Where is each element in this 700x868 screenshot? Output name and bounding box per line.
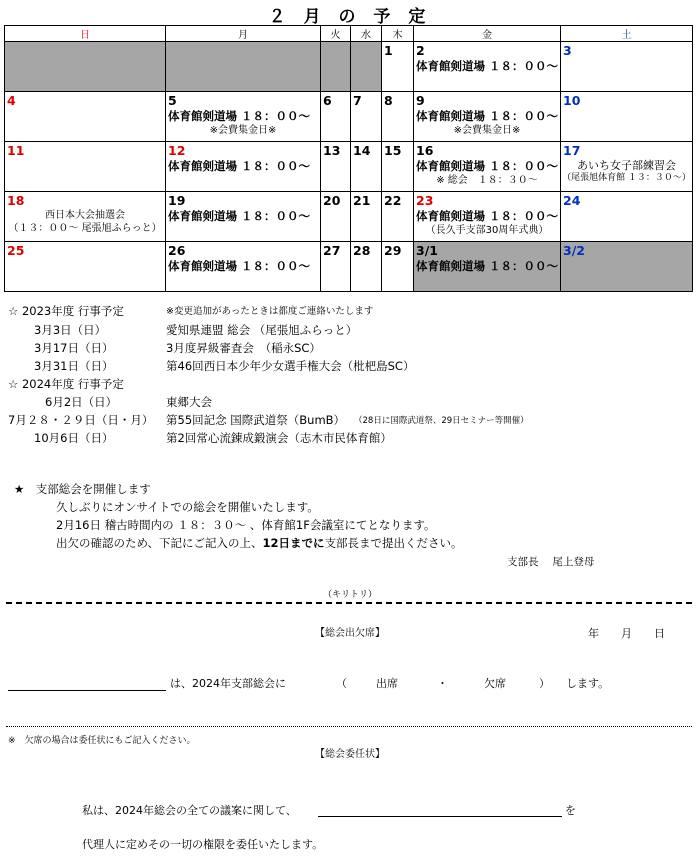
day-cell bbox=[351, 242, 382, 292]
weekday-mon: 月 bbox=[166, 26, 321, 42]
empty-day-cell bbox=[321, 42, 351, 92]
day-number: 27 bbox=[323, 243, 341, 258]
day-cell bbox=[414, 192, 561, 242]
day-number: 11 bbox=[7, 143, 25, 158]
schedule-date: 3月31日（日） bbox=[34, 359, 114, 373]
day-number: 10 bbox=[563, 93, 581, 108]
meeting-note: ※ 総会 １８：３０～ bbox=[436, 175, 538, 186]
practice-event: 体育館剣道場 １８：００～ bbox=[416, 109, 559, 123]
schedule-heading-2023: ☆ 2023年度 行事予定 bbox=[8, 304, 124, 318]
day-cell bbox=[5, 242, 166, 292]
day-cell bbox=[414, 242, 561, 292]
day-number: 28 bbox=[353, 243, 371, 258]
practice-event: 体育館剣道場 １８：００～ bbox=[416, 159, 559, 173]
practice-event: 体育館剣道場 １８：００～ bbox=[416, 209, 559, 223]
day-cell bbox=[561, 142, 693, 192]
day-number: 15 bbox=[384, 143, 402, 158]
schedule-event: 第55回記念 国際武道祭（BumB） bbox=[166, 413, 346, 427]
practice-event: 体育館剣道場 １８：００～ bbox=[168, 159, 311, 173]
day-number: 6 bbox=[323, 93, 332, 108]
day-number: 18 bbox=[7, 193, 25, 208]
day-cell bbox=[561, 92, 693, 142]
notice-line bbox=[56, 535, 463, 551]
day-number: 22 bbox=[384, 193, 402, 208]
schedule-date: 3月17日（日） bbox=[34, 341, 114, 355]
day-cell bbox=[561, 42, 693, 92]
day-cell bbox=[382, 242, 414, 292]
page-title: ２ 月 の 予 定 bbox=[268, 7, 432, 27]
cut-label: （キリトリ） bbox=[322, 590, 377, 600]
proxy-text: 私は、2024年総会の全ての議案に関して、 bbox=[82, 804, 297, 817]
date-fields[interactable]: 年 月 日 bbox=[588, 627, 665, 640]
empty-day-cell bbox=[166, 42, 321, 92]
day-cell bbox=[414, 142, 561, 192]
day-cell bbox=[166, 92, 321, 142]
attendance-text: します。 bbox=[566, 677, 610, 690]
paren-open: （ bbox=[336, 677, 347, 690]
fee-note: ※会費集金日※ bbox=[453, 125, 521, 136]
divider-dotted bbox=[6, 726, 692, 727]
weekday-sat: 土 bbox=[561, 26, 693, 42]
day-number: 17 bbox=[563, 143, 581, 158]
change-note: ※変更追加があったときは都度ご連絡いたします bbox=[166, 306, 374, 317]
notice-text: 出欠の確認のため、下記にご記入の上、 bbox=[56, 536, 263, 550]
day-cell bbox=[351, 142, 382, 192]
week-row bbox=[5, 92, 693, 142]
notice-text: 支部長まで提出ください。 bbox=[324, 536, 463, 550]
day-cell bbox=[166, 142, 321, 192]
day-number: 3 bbox=[563, 43, 572, 58]
schedule-date: 3月3日（日） bbox=[34, 323, 107, 337]
calendar-table bbox=[4, 25, 693, 292]
separator-dot: ・ bbox=[437, 677, 448, 690]
day-cell bbox=[561, 192, 693, 242]
weekday-wed: 水 bbox=[351, 26, 382, 42]
day-cell bbox=[5, 192, 166, 242]
notice-line: 久しぶりにオンサイトでの総会を開催いたします。 bbox=[56, 500, 319, 514]
day-cell bbox=[351, 192, 382, 242]
day-cell bbox=[321, 192, 351, 242]
proxy-name-line[interactable] bbox=[318, 816, 562, 817]
practice-event: 体育館剣道場 １８：００～ bbox=[168, 109, 311, 123]
fee-note: ※会費集金日※ bbox=[209, 125, 277, 136]
schedule-event: 第2回常心流錬成鍛演会（志木市民体育館） bbox=[166, 431, 392, 445]
day-cell bbox=[5, 92, 166, 142]
signature: 支部長 尾上登母 bbox=[507, 556, 595, 568]
day-number: 3/2 bbox=[563, 243, 585, 258]
schedule-date: 10月6日（日） bbox=[34, 431, 114, 445]
proxy-text: 代理人に定めその一切の権限を委任いたします。 bbox=[82, 838, 324, 851]
day-number: 25 bbox=[7, 243, 25, 258]
day-number: 23 bbox=[416, 193, 434, 208]
schedule-heading-2024: ☆ 2024年度 行事予定 bbox=[8, 377, 124, 391]
event-note: （尾張旭体育館 １３：３０～） bbox=[562, 173, 691, 183]
proxy-text: を bbox=[565, 804, 576, 817]
day-number: 5 bbox=[168, 93, 177, 108]
day-number: 1 bbox=[384, 43, 393, 58]
day-cell bbox=[166, 242, 321, 292]
week-row bbox=[5, 142, 693, 192]
weekday-header-row bbox=[5, 26, 693, 42]
schedule-event: 愛知県連盟 総会 （尾張旭ふらっと） bbox=[166, 323, 358, 337]
week-row bbox=[5, 242, 693, 292]
paren-close: ） bbox=[539, 677, 550, 690]
absent-note: ※ 欠席の場合は委任状にもご記入ください。 bbox=[8, 736, 196, 746]
weekday-thu: 木 bbox=[382, 26, 414, 42]
attend-option[interactable]: 出席 bbox=[376, 677, 398, 690]
empty-day-cell bbox=[351, 42, 382, 92]
schedule-subnote: （28日に国際武道祭、29日セミナー等開催） bbox=[354, 416, 529, 426]
day-cell bbox=[351, 92, 382, 142]
day-number: 3/1 bbox=[416, 243, 438, 258]
day-cell bbox=[561, 242, 693, 292]
day-number: 13 bbox=[323, 143, 341, 158]
day-cell bbox=[166, 192, 321, 242]
event-note: （１３：００～ 尾張旭ふらっと） bbox=[8, 223, 162, 234]
day-cell bbox=[414, 92, 561, 142]
day-number: 16 bbox=[416, 143, 434, 158]
event-note: （長久手支部30周年式典） bbox=[425, 225, 549, 236]
proxy-heading: 【総会委任状】 bbox=[315, 749, 385, 760]
absent-option[interactable]: 欠席 bbox=[484, 677, 506, 690]
day-number: 21 bbox=[353, 193, 371, 208]
day-cell bbox=[382, 192, 414, 242]
day-number: 29 bbox=[384, 243, 402, 258]
schedule-date: 7月２８・２９日（日・月） bbox=[8, 413, 154, 427]
schedule-event: 第46回西日本少年少女選手権大会（枇杷島SC） bbox=[166, 359, 415, 373]
day-number: 4 bbox=[7, 93, 16, 108]
day-cell bbox=[5, 142, 166, 192]
schedule-event: 東郷大会 bbox=[166, 395, 212, 409]
day-number: 2 bbox=[416, 43, 425, 58]
day-cell bbox=[414, 42, 561, 92]
day-number: 8 bbox=[384, 93, 393, 108]
day-cell bbox=[321, 92, 351, 142]
day-cell bbox=[321, 142, 351, 192]
name-input-line[interactable] bbox=[8, 690, 166, 691]
weekday-fri: 金 bbox=[414, 26, 561, 42]
event-title: あいち女子部練習会 bbox=[577, 159, 676, 172]
practice-event: 体育館剣道場 １８：００～ bbox=[416, 59, 559, 73]
event-title: 西日本大会抽選会 bbox=[45, 210, 125, 221]
day-cell bbox=[382, 92, 414, 142]
attendance-text: は、2024年支部総会に bbox=[170, 677, 286, 690]
day-number: 24 bbox=[563, 193, 581, 208]
empty-day-cell bbox=[5, 42, 166, 92]
day-number: 9 bbox=[416, 93, 425, 108]
deadline-text: 12日までに bbox=[262, 536, 325, 550]
notice-heading: ★ 支部総会を開催します bbox=[14, 482, 151, 496]
day-number: 14 bbox=[353, 143, 371, 158]
practice-event: 体育館剣道場 １８：００～ bbox=[416, 259, 559, 273]
practice-event: 体育館剣道場 １８：００～ bbox=[168, 209, 311, 223]
day-number: 12 bbox=[168, 143, 186, 158]
schedule-event: 3月度昇級審査会 （稲永SC） bbox=[166, 341, 321, 355]
attendance-heading: 【総会出欠席】 bbox=[315, 628, 385, 639]
notice-line: 2月16日 稽古時間内の １８：３０～ 、体育館1F会議室にてとなります。 bbox=[56, 518, 436, 532]
week-row bbox=[5, 192, 693, 242]
day-number: 7 bbox=[353, 93, 362, 108]
day-number: 26 bbox=[168, 243, 186, 258]
day-number: 19 bbox=[168, 193, 186, 208]
week-row bbox=[5, 42, 693, 92]
weekday-sun: 日 bbox=[5, 26, 166, 42]
day-cell bbox=[382, 142, 414, 192]
schedule-date: 6月2日（日） bbox=[45, 395, 118, 409]
cut-line bbox=[6, 602, 692, 604]
day-cell bbox=[382, 42, 414, 92]
day-cell bbox=[321, 242, 351, 292]
weekday-tue: 火 bbox=[321, 26, 351, 42]
day-number: 20 bbox=[323, 193, 341, 208]
practice-event: 体育館剣道場 １８：００～ bbox=[168, 259, 311, 273]
